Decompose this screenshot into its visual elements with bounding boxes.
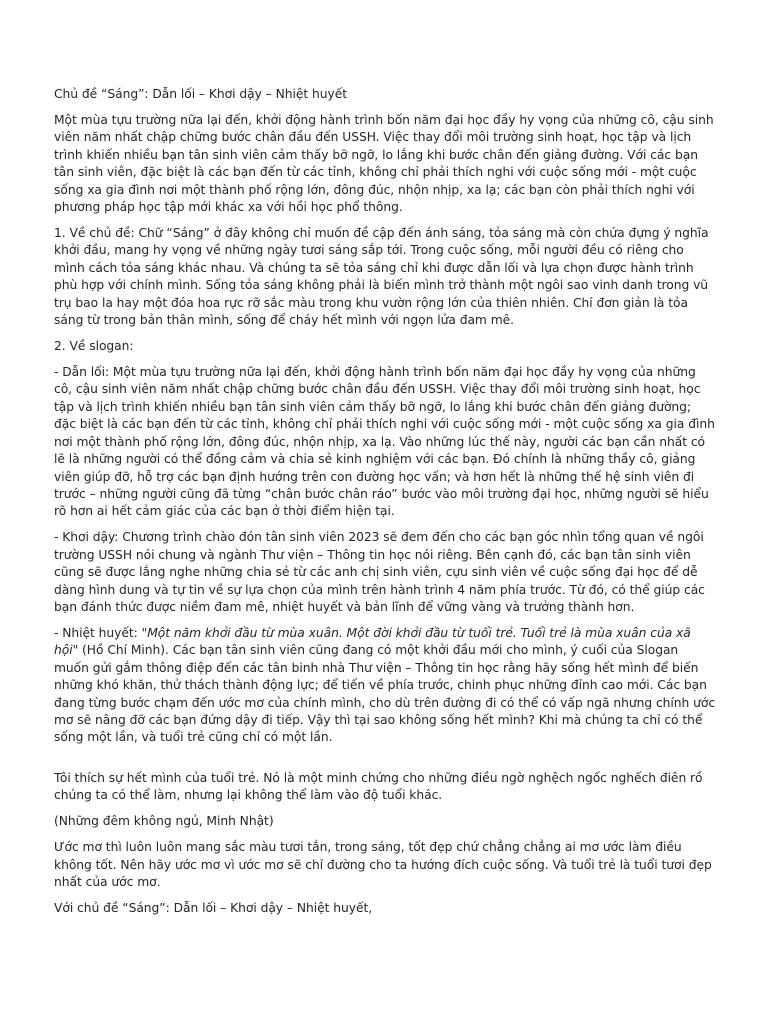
slogan-section-heading: 2. Về slogan: [54, 339, 134, 354]
nhiet-huyet-body: (Hồ Chí Minh). Các bạn tân sinh viên cũng đang có một khởi đầu mới cho mình, ý cuối của Slogan muốn gửi gắm thông điệp đến các tân binh nhà Thư viện – Thông tin học rằng hãy sống hết mình để biến những khó khăn, thử thách thành động lực; để tiến về phía trước, chinh phục những đỉnh cao mới. Các bạn đang từng bước chạm đến ước mơ của chính mình, cho dù trên đường đi có thể có vấp ngã nhưng chính ước mơ sẽ nâng đỡ các bạn đứng dậy đi tiếp. Vậy thì tại sao không sống hết mình? Khi mà chúng ta chỉ có thể sống một lần, và tuổi trẻ cũng chỉ có một lần. [54, 643, 716, 745]
youth-quote-paragraph: Tôi thích sự hết mình của tuổi trẻ. Nó là một minh chứng cho những điều ngờ nghệch ngốc nghếch điên rồ chúng ta có thể làm, nhưng lại không thể làm vào độ tuổi khác. [54, 770, 703, 803]
quote-source: (Những đêm không ngủ, Minh Nhật) [54, 814, 274, 829]
intro-paragraph: Một mùa tựu trường nữa lại đến, khởi động hành trình bốn năm đại học đầy hy vọng của những cô, cậu sinh viên năm nhất chập chững bước chân đầu đến USSH. Việc thay đổi môi trường sinh hoạt, học tập và lịch trình khiến nhiều bạn tân sinh viên cảm thấy bỡ ngỡ, lo lắng khi bước chân đến giảng đường. Với các bạn tân sinh viên, đặc biệt là các bạn đến từ các tỉnh, không chỉ phải thích nghi với cuộc sống mới - một cuộc sống xa gia đình nơi một thành phố rộng lớn, đông đúc, nhộn nhịp, xa lạ; các bạn còn phải thích nghi với phương pháp học tập mới khác xa với hồi học phổ thông. [54, 113, 714, 215]
ho-chi-minh-quote: "Một năm khởi đầu từ mùa xuân. Một đời khởi đầu từ tuổi trẻ. Tuổi trẻ là mùa xuân của xã hội" [54, 625, 691, 658]
nhiet-huyet-paragraph [54, 625, 716, 747]
khoi-day-paragraph: - Khơi dậy: Chương trình chào đón tân sinh viên 2023 sẽ đem đến cho các bạn góc nhìn tổng quan về ngôi trường USSH nói chung và ngành Thư viện – Thông tin học nói riêng. Bên cạnh đó, các bạn tân sinh viên cũng sẽ được lắng nghe những chia sẻ từ các anh chị sinh viên, cựu sinh viên về cuộc sống đại học để dễ dàng hình dung và tự tin về sự lựa chọn của mình trên hành trình 4 năm phía trước. Từ đó, có thể giúp các bạn đánh thức được niềm đam mê, nhiệt huyết và bản lĩnh để vững vàng và trưởng thành hơn. [54, 530, 705, 614]
theme-section-paragraph: 1. Về chủ đề: Chữ “Sáng” ở đây không chỉ muốn đề cập đến ánh sáng, tỏa sáng mà còn chứa đựng ý nghĩa khởi đầu, mang hy vọng về những ngày tươi sáng sắp tới. Trong cuộc sống, mỗi người đều có riêng cho mình cách tỏa sáng khác nhau. Và chúng ta sẽ tỏa sáng chỉ khi được dẫn lối và lựa chọn được hành trình phù hợp với chính mình. Sống tỏa sáng không phải là biến mình trở thành một ngôi sao vinh danh trong vũ trụ bao la hay một đóa hoa rực rỡ sắc màu trong khu vườn rộng lớn của thiên nhiên. Chỉ đơn giản là tỏa sáng từ trong bản thân mình, sống để cháy hết mình với ngọn lửa đam mê. [54, 226, 709, 328]
dan-loi-paragraph: - Dẫn lối: Một mùa tựu trường nữa lại đến, khởi động hành trình bốn năm đại học đầy hy vọng của những cô, cậu sinh viên năm nhất chập chững bước chân đầu đến USSH. Việc thay đổi môi trường sinh hoạt, học tập và lịch trình khiến nhiều bạn tân sinh viên cảm thấy bỡ ngỡ, lo lắng khi bước chân đến giảng đường; đặc biệt là các bạn đến từ các tỉnh, không chỉ phải thích nghi với cuộc sống mới - một cuộc sống xa gia đình nơi một thành phố rộng lớn, đông đúc, nhộn nhịp, xa lạ. Vào những lúc thế này, người các bạn cần nhất có lẽ là những người có thể đồng cảm và chia sẻ kinh nghiệm với các bạn. Đó chính là những thầy cô, giảng viên giúp đỡ, hỗ trợ các bạn định hướng trên con đường học vấn; và hơn hết là những thế hệ sinh viên đi trước – những người cũng đã từng “chân bước chân ráo” bước vào môi trường đại học, những người sẽ hiểu rõ hơn ai hết cảm giác của các bạn ở thời điểm hiện tại. [54, 365, 715, 519]
document-title: Chủ đề “Sáng”: Dẫn lối – Khơi dậy – Nhiệt huyết [54, 87, 348, 101]
document-page [54, 86, 716, 926]
nhiet-huyet-prefix: - Nhiệt huyết: [54, 625, 142, 640]
dream-paragraph: Ước mơ thì luôn luôn mang sắc màu tươi tắn, trong sáng, tốt đẹp chứ chẳng chẳng ai mơ ước làm điều không tốt. Nên hãy ước mơ vì ước mơ sẽ chỉ đường cho ta hướng đích cuộc sống. Và tuổi trẻ là tuổi tươi đẹp nhất của ước mơ. [54, 840, 712, 889]
closing-paragraph: Với chủ đề “Sáng”: Dẫn lối – Khơi dậy – Nhiệt huyết, [54, 901, 373, 915]
